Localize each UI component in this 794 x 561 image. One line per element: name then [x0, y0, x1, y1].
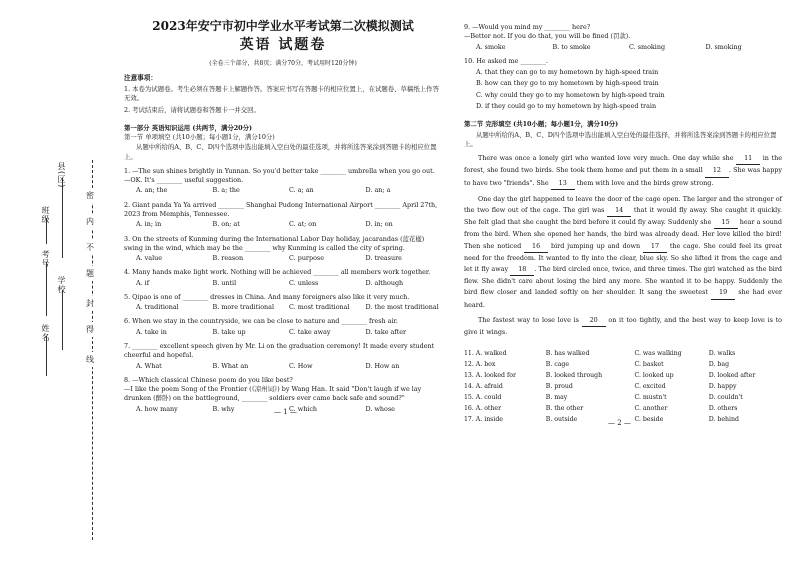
answer-option[interactable]: B. until [212, 278, 237, 287]
mark-inside: 内 [86, 214, 94, 229]
answer-row [464, 381, 782, 392]
answer-option[interactable]: B. looked through [545, 371, 603, 379]
answer-option[interactable]: B. take up [212, 327, 246, 336]
cloze-blank[interactable]: 20 [582, 315, 606, 327]
option-row [124, 362, 442, 371]
cloze-blank[interactable]: 14 [607, 205, 631, 217]
answer-option[interactable]: B. why [212, 404, 235, 413]
answer-row [464, 359, 782, 370]
notice-item: 2. 考试结束后，请将试题卷和答题卡一并交回。 [124, 106, 260, 115]
answer-option[interactable]: D. bag [708, 360, 730, 368]
answer-option[interactable]: 15. A. could [464, 393, 502, 401]
page-number: — 2 — [608, 419, 631, 428]
section-instruction: 从题中所给的A、B、C、D四个选项中选出能填入空白处的最佳选项，并将所选答案涂到答题卡的相应位置上。 [124, 143, 437, 161]
answer-option[interactable]: C. How [289, 361, 313, 370]
question-stem: 2. Giant panda Ya Ya arrived ________ Shanghai Pudong International Airport ________ April 27th, 2023 from Memphis, Tennessee. [124, 200, 438, 218]
answer-option[interactable]: A. value [136, 254, 163, 263]
binding-margin [0, 0, 112, 561]
mark-no: 不 [86, 240, 94, 255]
answer-option[interactable]: A. take in [136, 327, 167, 336]
answer-option[interactable]: D. if they could go to my hometown by high-speed train [476, 101, 657, 110]
answer-option[interactable]: D. an; a [365, 186, 391, 195]
class-field[interactable] [46, 218, 47, 244]
passage-paragraph: One day the girl happened to leave the door of the cage open. The larger and the stronger of the two flew out of the cage. The girl was 14 that it would fly away. She caught it quickly. She felt glad that she caught the bird before it could fly away. Suddenly she 15 hear a sound from the bird. When she opened her hands, the bird was already dead. Her love killed the bird! Then she noticed 16 bird jumping up and down 17 the cage. She could feel its great need for the freedom. It wanted to fly into the clear, blue sky. So she lifted it from the cage and let it fly away 18 . The bird circled once, twice, and three times. The girl watched as the bird flew. She didn't care about losing the bird any more. She wanted it to be happy. Suddenly the bird flew closer and landed softly on her shoulder. It sang the sweetest 19 she had ever heard. [464, 194, 783, 309]
cloze-blank[interactable]: 11 [736, 153, 760, 165]
question [124, 268, 442, 288]
answer-row [464, 392, 782, 403]
question [464, 23, 782, 52]
answer-option[interactable]: A. traditional [136, 303, 179, 312]
section-heading: 第一节 单项填空 (共10小题；每小题1分，满分10分) [124, 132, 275, 141]
answer-option[interactable]: B. how can they go to my hometown by high-speed train [476, 79, 659, 88]
answer-option[interactable]: 16. A. other [464, 404, 502, 412]
option-row [464, 43, 782, 52]
answer-option[interactable]: B. outside [545, 415, 578, 423]
answer-option[interactable]: 12. A. box [464, 360, 496, 368]
question-10 [464, 57, 782, 111]
cloze-blank[interactable]: 17 [643, 241, 667, 253]
answer-option[interactable]: C. a; an [289, 186, 314, 195]
question [124, 342, 442, 371]
answer-option[interactable]: C. looked up [634, 371, 674, 379]
answer-option[interactable]: C. basket [634, 360, 664, 368]
answer-option[interactable]: D. whose [365, 404, 395, 413]
name-label: 姓名 [41, 324, 50, 342]
answer-row [464, 370, 782, 381]
exam-title: 2023年安宁市初中学业水平考试第二次模拟测试 [152, 19, 414, 33]
answer-option[interactable]: C. at; on [289, 220, 317, 229]
cloze-blank[interactable]: 16 [524, 241, 548, 253]
seat-field[interactable] [46, 262, 47, 316]
question-stem: 10. He asked me ________. [464, 56, 548, 65]
answer-option[interactable]: C. why could they go to my hometown by high-speed train [476, 90, 665, 99]
school-label: 学校 [57, 276, 66, 294]
answer-option[interactable]: C. most traditional [289, 303, 350, 312]
answer-option[interactable]: D. treasure [365, 254, 402, 263]
answer-option[interactable]: 14. A. afraid [464, 382, 503, 390]
question-stem: 6. When we stay in the countryside, we can be close to nature and ________ fresh air. [124, 317, 398, 326]
exam-info: (全卷三个部分，共8页；满分70分，考试用时120分钟) [209, 60, 357, 67]
mark-topic: 题 [86, 266, 94, 281]
cloze-blank[interactable]: 12 [705, 165, 729, 177]
answer-option[interactable]: C. smoking [629, 42, 666, 51]
answer-option[interactable]: D. walks [708, 349, 736, 357]
exam-subject: 英语 试题卷 [239, 37, 327, 53]
answer-row [464, 403, 782, 414]
name-field[interactable] [46, 336, 47, 376]
page-one [124, 18, 442, 414]
answer-option[interactable]: D. couldn't [708, 393, 743, 401]
notice-item: 1. 本卷为试题卷。考生必须在答题卡上解题作答。答案应书写在答题卡的相应位置上，在试题卷、草稿纸上作答无效。 [124, 84, 439, 102]
answer-option[interactable]: C. beside [634, 415, 664, 423]
mark-seal: 密 [86, 188, 94, 203]
option-row [124, 303, 442, 312]
option-row [124, 220, 442, 229]
answer-option[interactable]: B. has walked [545, 349, 590, 357]
answer-option[interactable]: B. may [545, 393, 568, 401]
answer-option[interactable]: B. a; the [212, 186, 240, 195]
cloze-blank[interactable]: 18 [510, 264, 534, 276]
county-field[interactable] [62, 178, 63, 258]
answer-option[interactable]: D. the most traditional [365, 303, 439, 312]
answer-option[interactable]: B. proud [545, 382, 573, 390]
answer-option[interactable]: D. smoking [705, 42, 742, 51]
question [124, 317, 442, 337]
answer-option[interactable]: C. which [289, 404, 318, 413]
answer-option[interactable]: A. that they can go to my hometown by high-speed train [476, 68, 659, 77]
answer-option[interactable]: A. how many [136, 404, 178, 413]
mark-fence: 封 [86, 296, 94, 311]
answer-option[interactable]: 17. A. inside [464, 415, 503, 423]
cloze-blank[interactable]: 13 [551, 178, 575, 190]
answer-option[interactable]: D. although [365, 278, 404, 287]
answer-option[interactable]: C. mustn't [634, 393, 667, 401]
question-stem: 1. —The sun shines brightly in Yunnan. So you'd better take ________ umbrella when you go out. [124, 166, 435, 175]
cloze-blank[interactable]: 15 [714, 217, 738, 229]
answer-option[interactable]: B. to smoke [552, 42, 591, 51]
page-two [464, 18, 783, 428]
mark-answer: 得 [86, 322, 94, 337]
option-row [124, 186, 442, 195]
answer-option[interactable]: C. excited [634, 382, 666, 390]
answer-option[interactable]: D. behind [708, 415, 739, 423]
answer-option[interactable]: A. smoke [476, 42, 506, 51]
answer-option[interactable]: D. happy [708, 382, 737, 390]
question-stem: 7. ________ excellent speech given by Mr. Li on the graduation ceremony! It made every student cheerful and hopeful. [124, 342, 435, 360]
county-label: 县(区) [57, 162, 66, 189]
answer-option[interactable]: B. the other [545, 404, 584, 412]
cloze-blank[interactable]: 19 [711, 287, 735, 299]
option-row [124, 279, 442, 288]
answer-option[interactable]: B. on; at [212, 220, 240, 229]
answer-option[interactable]: B. What an [212, 361, 249, 370]
question-stem: 9. —Would you mind my ________ here? [464, 23, 591, 31]
option-row [124, 328, 442, 337]
school-field[interactable] [62, 290, 63, 350]
answer-option[interactable]: A. What [136, 361, 162, 370]
answer-option[interactable]: D. others [708, 404, 738, 412]
question-stem: 3. On the streets of Kunming during the International Labor Day holiday, jacarandas (蓝花楹) swing in the wind, which may be the ________ why Kunming is called the city of spring. [124, 234, 425, 252]
option-list [464, 68, 782, 111]
answer-option[interactable]: A. an; the [136, 186, 168, 195]
question-stem: —I like the poem Song of the Frontier (《凉州词》) by Wang Han. It said "Don't laugh if we lay drunken (醉卧) on the battleground, ________ soldiers ever came back safe and sound?" [124, 385, 422, 403]
answer-option[interactable]: C. take away [289, 327, 331, 336]
answer-option[interactable]: C. another [634, 404, 668, 412]
option-row [124, 254, 442, 263]
answer-option[interactable]: C. purpose [289, 254, 324, 263]
question-list [464, 23, 782, 52]
part-heading: 第一部分 英语知识运用 (共两节，满分20分) [124, 124, 253, 133]
question [124, 235, 442, 264]
question-stem: 4. Many hands make light work. Nothing will be achieved ________ all members work together. [124, 268, 431, 277]
question [124, 201, 442, 230]
answer-option[interactable]: B. more traditional [212, 303, 275, 312]
question-stem: —Better not. If you do that, you will be fined (罚款). [464, 32, 631, 41]
class-label: 班级 [41, 206, 50, 224]
passage-paragraph: The fastest way to lose love is 20 on it too tightly, and the best way to keep love is to give it wings. [464, 315, 783, 337]
cloze-passage [464, 153, 782, 338]
answer-option[interactable]: B. cage [545, 360, 570, 368]
answer-option[interactable]: C. was walking [634, 349, 682, 357]
answer-option[interactable]: B. reason [212, 254, 244, 263]
question-stem: 8. —Which classical Chinese poem do you like best? [124, 375, 293, 384]
question-stem: —OK. It's ________ useful suggestion. [124, 176, 244, 185]
answer-option[interactable]: D. looked after [708, 371, 756, 379]
section-instruction: 从题中所给的A、B、C、D四个选项中选出能填入空白处的最佳选择，并将所选答案涂到答题卡的相应位置上。 [464, 130, 777, 148]
answer-option[interactable]: D. How an [365, 361, 400, 370]
seat-label: 考号 [41, 250, 50, 268]
question [124, 293, 442, 313]
passage-paragraph: There was once a lonely girl who wanted love very much. One day while she 11 in the forest, she found two birds. She took them home and put them in a small 12 . She was happy to have two "friends". She 13 them with love and the birds grew strong. [464, 153, 782, 190]
answer-row [464, 348, 782, 359]
answer-option[interactable]: 11. A. walked [464, 349, 507, 357]
page-number: — 1 — [274, 408, 297, 416]
section-heading: 第二节 完形填空 (共10小题；每小题1分，满分10分) [464, 120, 619, 129]
answer-option[interactable]: A. if [136, 278, 150, 287]
answer-option[interactable]: D. in; on [365, 220, 393, 229]
mark-line: 线 [86, 352, 94, 367]
question-stem: 5. Qipao is one of ________ dresses in China. And many foreigners also like it very much. [124, 292, 410, 301]
question [124, 167, 442, 196]
answer-options-table [464, 348, 782, 428]
answer-option[interactable]: 13. A. looked for [464, 371, 516, 379]
notice-heading: 注意事项： [124, 74, 157, 82]
question-list [124, 167, 442, 414]
answer-option[interactable]: D. take after [365, 327, 407, 336]
answer-option[interactable]: C. unless [289, 278, 319, 287]
answer-option[interactable]: A. in; in [136, 220, 162, 229]
